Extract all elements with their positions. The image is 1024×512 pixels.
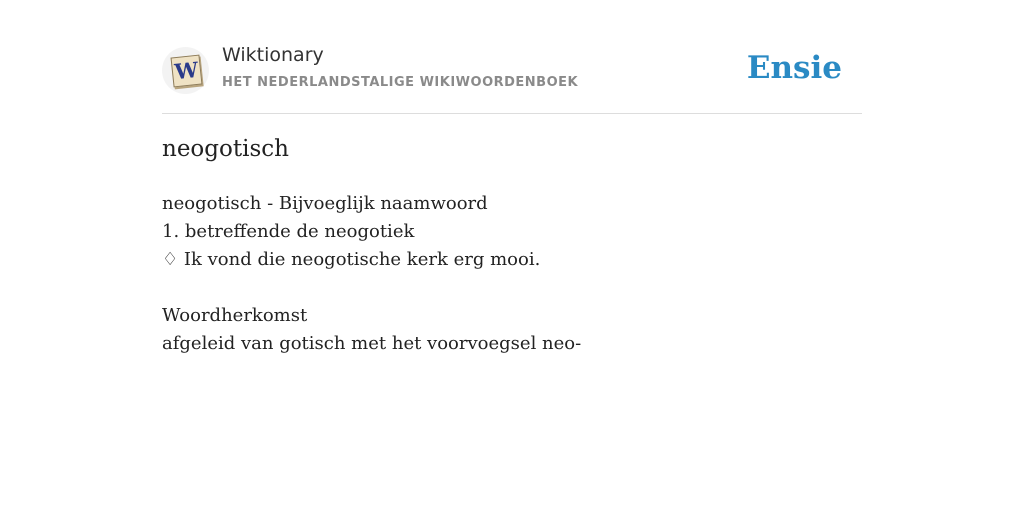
ensie-brand-link[interactable]: Ensie [746,50,842,86]
entry-content [162,190,581,358]
spacer [162,274,581,302]
definition-header: neogotisch - Bijvoeglijk naamwoord [162,193,488,214]
site-name-link[interactable]: Wiktionary [222,44,324,66]
logo-letter: W [173,56,200,85]
etymology-heading: Woordherkomst [162,305,308,326]
page-title: neogotisch [162,136,289,162]
site-header [162,0,862,114]
wiktionary-logo-icon[interactable] [162,47,209,94]
etymology-text: afgeleid van gotisch met het voorvoegsel neo- [162,333,582,354]
sense-line: 1. betreffende de neogotiek [162,221,415,242]
page-container [162,0,862,354]
logo-tile [171,55,203,88]
example-line: ♢ Ik vond die neogotische kerk erg mooi. [162,249,541,270]
site-tagline: HET NEDERLANDSTALIGE WIKIWOORDENBOEK [222,75,579,90]
